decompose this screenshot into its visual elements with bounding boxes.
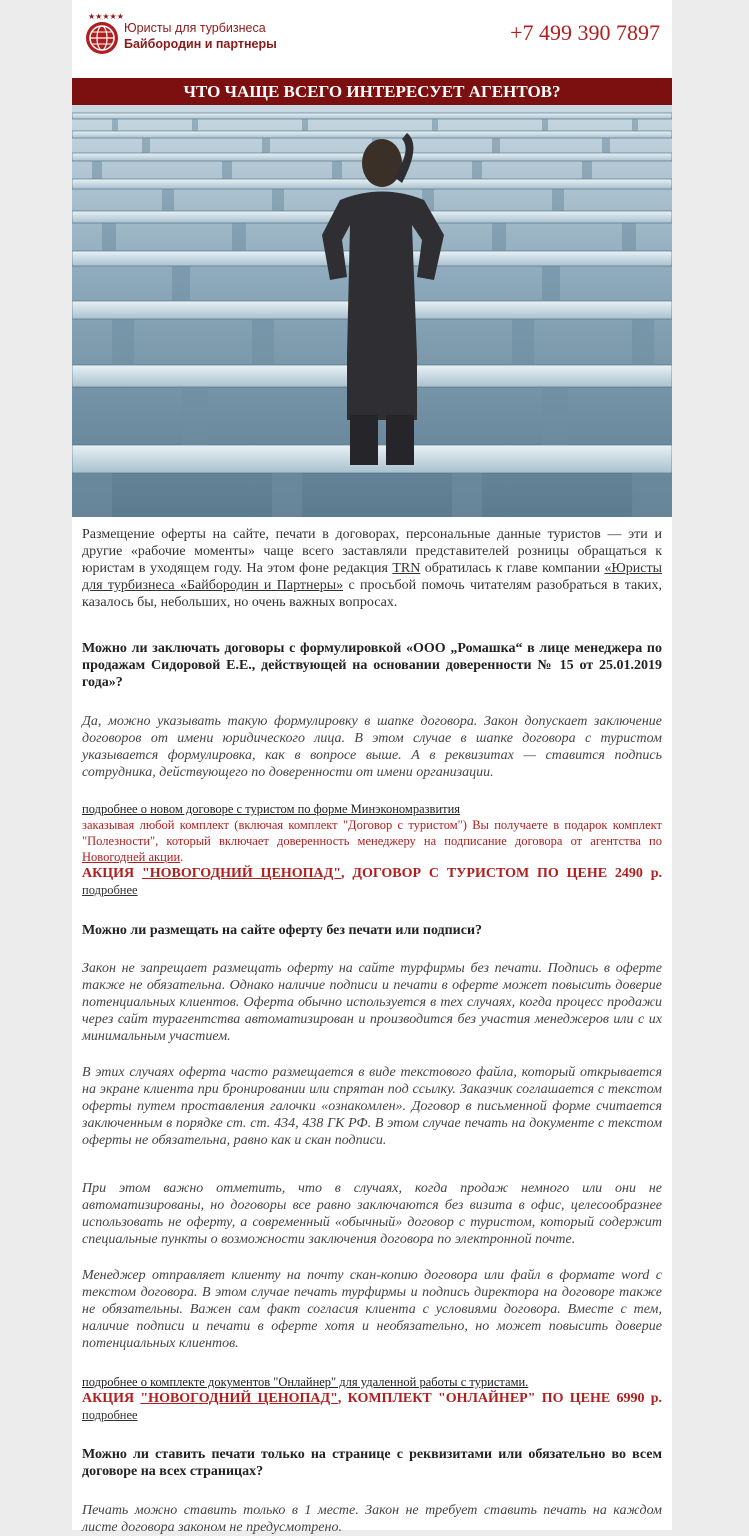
answer-3: Печать можно ставить только в 1 месте. Закон не требует ставить печать на каждом листе договора законом не предусмотрено. [82, 1503, 662, 1535]
promo-action-link[interactable]: "НОВОГОДНИЙ ЦЕНОПАД" [140, 1391, 338, 1406]
answer-2-part-2: В этих случаях оферта часто размещается в виде текстового файла, который открывается на экране клиента при бронировании или спрятан под ссылку. Заказчик соглашается с текстом оферты путем проставления галочки «ознакомлен». Договор в письменной форме считается заключенным в порядке ст. ст. 434, 438 ГК РФ. В этом случае печать на документе с текстом оферты не обязательна, равно как и скан подписи. [82, 1065, 662, 1148]
more-link[interactable]: подробнее [82, 1408, 138, 1422]
intro-text-2: обратилась к главе компании [420, 561, 605, 576]
promo-price: , КОМПЛЕКТ "ОНЛАЙНЕР" ПО ЦЕНЕ 6990 р. [337, 1391, 662, 1406]
gift-promo-text-1: заказывая любой комплект (включая комплект "Договор с туристом") Вы получаете в подарок комплект "Полезности", который включает доверенность менеджеру на подписание договора от агентства по [82, 818, 662, 848]
trn-link[interactable]: TRN [392, 561, 421, 576]
promo-onliner [82, 1390, 662, 1424]
question-3: Можно ли ставить печати только на странице с реквизитами или обязательно во всем договоре на всех страницах? [82, 1447, 662, 1479]
new-year-promo-link[interactable]: Новогодней акции [82, 850, 181, 864]
gift-promo-text-2: . [180, 850, 184, 864]
answer-2-part-4: Менеджер отправляет клиенту на почту скан-копию договора или файл в формате word с текстом договора. В этом случае печать турфирмы и подпись директора на договоре также не обязательны. Важен сам факт согласия клиента с условиями договора. Вместе с тем, наличие подписи и печати в оферте хотя и необязательно, но может повысить доверие потенциальных клиентов. [82, 1268, 662, 1351]
maze-hero-image [72, 105, 672, 517]
question-2: Можно ли размещать на сайте оферту без печати или подписи? [82, 923, 483, 938]
promo-prefix: АКЦИЯ [82, 866, 142, 881]
promo-contract [82, 865, 662, 899]
company-logo[interactable] [86, 12, 277, 58]
rating-stars: ★★★★★ [88, 12, 124, 21]
phone-number[interactable]: +7 499 390 7897 [510, 20, 660, 45]
promo-prefix: АКЦИЯ [82, 1391, 141, 1406]
header [72, 0, 672, 78]
logo-tagline: Юристы для турбизнеса [124, 21, 266, 35]
intro-text-1: Размещение оферты на сайте, печати в договорах, персональные данные туристов — эти и другие «рабочие моменты» чаще всего заставляли представителей розницы обращаться к юристам в уходящем году. На этом фоне редакция [82, 527, 662, 576]
more-link[interactable]: подробнее [82, 883, 138, 897]
onliner-details-link[interactable]: подробнее о комплекте документов "Онлайнер" для удаленной работы с туристами. [82, 1375, 529, 1389]
answer-2-part-1: Закон не запрещает размещать оферту на сайте турфирмы без печати. Подпись в оферте также не обязательна. Однако наличие подписи и печати в оферте может повысить доверие потенциальных клиентов. Оферта обычно используется в тех случаях, когда процесс продажи через сайт турагентства автоматизирован и производится без участия менеджеров или с их минимальным участием. [82, 961, 662, 1044]
company-link[interactable]: «Юристы для турбизнеса «Байбородин и Партнеры» [82, 561, 662, 593]
question-1: Можно ли заключать договоры с формулировкой «ООО „Ромашка“ в лице менеджера по продажам Сидоровой Е.Е., действующей на основании доверенности № 15 от 25.01.2019 года»? [82, 641, 662, 690]
email-page [72, 0, 672, 1535]
logo-company-name: Байбородин и партнеры [124, 37, 277, 51]
contract-details-link[interactable]: подробнее о новом договоре с туристом по форме Минэкономразвития [82, 802, 461, 816]
intro-text-3: с просьбой помочь читателям разобраться в таких, казалось бы, небольших, но очень важных вопросах. [82, 578, 662, 610]
banner-title: ЧТО ЧАЩЕ ВСЕГО ИНТЕРЕСУЕТ АГЕНТОВ? [72, 78, 672, 105]
article-content [82, 526, 662, 1536]
answer-2-part-3: При этом важно отметить, что в случаях, когда продаж немного или они не автоматизированы, но договоры все равно заключаются без визита в офис, целесообразнее использовать не оферту, а современный «обычный» договор с туристом, который содержит специальные пункты о возможности заключения договора по электронной почте. [82, 1181, 662, 1247]
answer-1: Да, можно указывать такую формулировку в шапке договора. Закон допускает заключение договоров от имени юридического лица. В этом случае в шапке договора с туристом указывается формулировка, как в вопросе выше. А в реквизитах — ставится подпись сотрудника, действующего по доверенности от имени организации. [82, 714, 662, 780]
promo-price: , ДОГОВОР С ТУРИСТОМ ПО ЦЕНЕ 2490 р. [341, 866, 662, 881]
promo-action-link[interactable]: "НОВОГОДНИЙ ЦЕНОПАД" [141, 866, 342, 881]
globe-icon [86, 22, 118, 54]
gift-promo-text [82, 817, 662, 865]
intro-paragraph [82, 526, 662, 611]
